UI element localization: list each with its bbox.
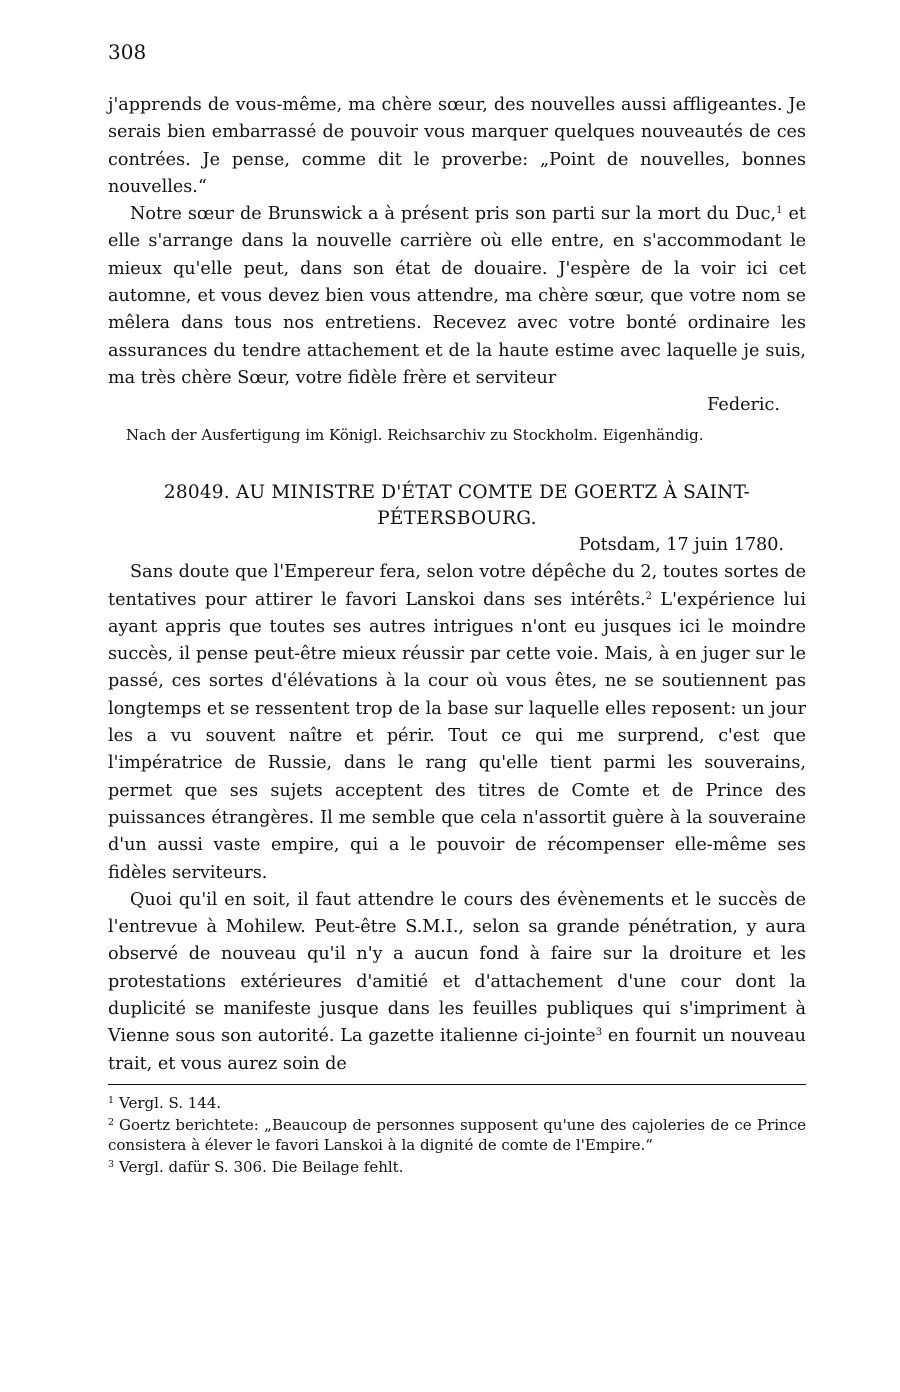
footnote-text: Vergl. dafür S. 306. Die Beilage fehlt. [119, 1158, 404, 1177]
letter-heading-line-2: PÉTERSBOURG. [377, 508, 537, 530]
previous-letter-body [108, 92, 806, 392]
footnote-reference: 1 [776, 205, 783, 217]
previous-letter [108, 92, 806, 446]
footnote [108, 1091, 806, 1114]
letter-paragraph [108, 887, 806, 1078]
previous-letter-paragraph [108, 92, 806, 201]
footnote-text: Vergl. S. 144. [119, 1093, 222, 1112]
paragraph-text: en fournit un nouveau trait, et vous aurez soin de [108, 1026, 806, 1074]
source-note: Nach der Ausfertigung im Königl. Reichsarchiv zu Stockholm. Eigenhändig. [126, 426, 704, 445]
paragraph-text: j'apprends de vous-même, ma chère sœur, des nouvelles aussi affligeantes. Je serais bien embarrassé de pouvoir vous marquer quelques nouveautés de ces contrées. Je pense, comme dit le proverbe: „Point de nouvelles, bonnes nouvelles.“ [108, 95, 806, 197]
footnote-divider [108, 1084, 806, 1085]
footnote-text: Goertz berichtete: „Beaucoup de personnes supposent qu'une des cajoleries de ce Prince consistera à élever le favori Lanskoi à la dignité de comte de l'Empire.“ [108, 1116, 806, 1154]
paragraph-text: et elle s'arrange dans la nouvelle carrière où elle entre, en s'accommodant le mieux qu'elle peut, dans son état de douaire. J'espère de la voir ici cet automne, et vous devez bien vous attendre, ma chère sœur, que votre nom se mêlera dans tous nos entretiens. Recevez avec votre bonté ordinaire les assurances du tendre attachement et de la haute estime avec laquelle je suis, ma très chère Sœur, votre fidèle frère et serviteur [108, 204, 806, 388]
letter-body [108, 559, 806, 1078]
letter-heading-line-1: 28049. AU MINISTRE D'ÉTAT COMTE DE GOERTZ À SAINT- [163, 482, 751, 504]
footnote-reference: 2 [645, 590, 652, 602]
footnote-reference: 3 [595, 1027, 603, 1039]
footnote [108, 1155, 806, 1178]
previous-letter-paragraph [108, 201, 806, 392]
footnotes [108, 1091, 806, 1178]
letter-28049 [108, 480, 806, 1078]
paragraph-text: Quoi qu'il en soit, il faut attendre le cours des évènements et le succès de l'entrevue à Mohilew. Peut-être S.M.I., selon sa grande pénétration, y aura observé de nouveau qu'il n'y a aucun fond à faire sur la droiture et les protestations extérieures d'amitié et d'attachement d'une cour dont la duplicité se manifeste jusque dans les feuilles publiques qui s'impriment à Vienne sous son autorité. La gazette italienne ci-jointe [108, 889, 806, 1047]
signature: Federic. [707, 395, 780, 416]
page-number: 308 [108, 40, 147, 64]
page-body [108, 92, 806, 1178]
dateline: Potsdam, 17 juin 1780. [578, 535, 784, 556]
paragraph-text: Sans doute que l'Empereur fera, selon votre dépêche du 2, toutes sortes de tentatives pour attirer le favori Lanskoi dans ses intérêts. [108, 562, 806, 610]
footnote-number: 2 [108, 1117, 115, 1129]
footnote-number: 3 [108, 1159, 115, 1171]
paragraph-text: Notre sœur de Brunswick a à présent pris son parti sur la mort du Duc, [130, 204, 777, 225]
paragraph-text: L'expérience lui ayant appris que toutes ses autres intrigues n'ont eu jusques ici le moindre succès, il pense peut-être mieux réussir par cette voie. Mais, à en juger sur le passé, ces sortes d'élévations à la cour où vous êtes, ne se soutiennent pas longtemps et se ressentent trop de la base sur laquelle elles reposent: un jour les a vu souvent naître et périr. Tout ce qui me surprend, c'est que l'impératrice de Russie, dans le rang qu'elle tient parmi les souverains, permet que ses sujets acceptent des titres de Comte et de Prince des puissances étrangères. Il me semble que cela n'assortit guère à la souveraine d'un aussi vaste empire, qui a le pouvoir de récompenser elle-même ses fidèles serviteurs. [108, 589, 806, 883]
letter-paragraph [108, 559, 806, 887]
footnote [108, 1113, 806, 1155]
footnote-number: 1 [108, 1094, 115, 1106]
